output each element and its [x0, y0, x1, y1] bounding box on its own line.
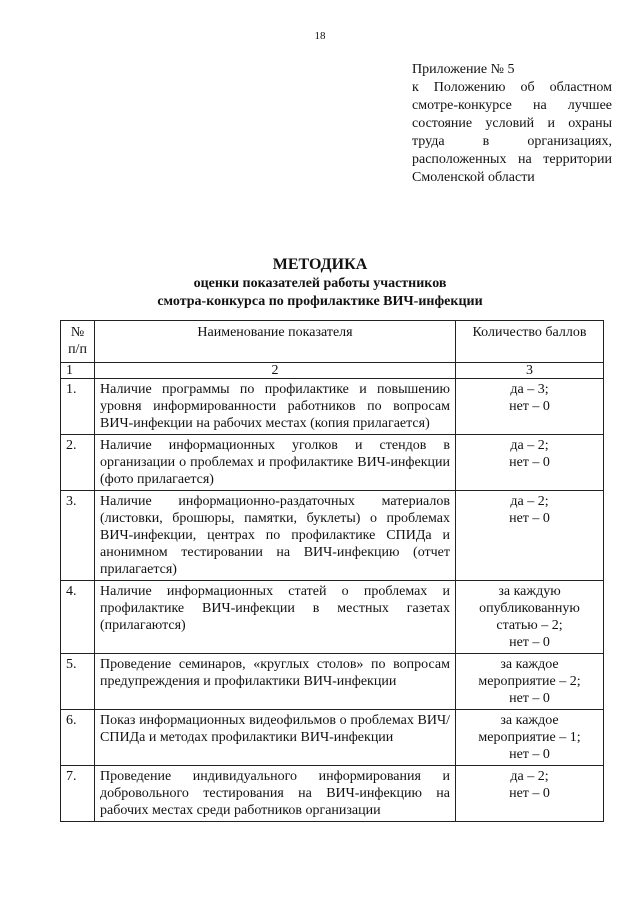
title-subtitle: оценки показателей работы участников — [193, 276, 447, 291]
appendix-note — [412, 61, 612, 187]
row-number: 4. — [61, 581, 95, 654]
row-number: 3. — [61, 491, 95, 581]
index-cell: 2 — [95, 363, 456, 379]
title-main: МЕТОДИКА — [272, 256, 368, 273]
criteria-table — [60, 320, 604, 822]
indicator-name: Наличие информационных статей о проблемах и профилактике ВИЧ-инфекции в местных газетах (прилагаются) — [95, 581, 456, 654]
page-number: 18 — [314, 30, 326, 42]
table-header-row — [61, 321, 604, 363]
score-cell — [456, 654, 604, 710]
score-line: статью – 2; — [496, 618, 563, 633]
indicator-name: Наличие информационно-раздаточных материалов (листовки, брошюры, памятки, буклеты) о проблемах ВИЧ-инфекции, центрах по профилактике СПИДа и анонимном тестировании на ВИЧ-инфекцию (отчет прилагается) — [95, 491, 456, 581]
score-line: за каждую — [498, 584, 561, 599]
score-line: нет – 0 — [509, 635, 550, 650]
row-number: 2. — [61, 435, 95, 491]
appendix-line: смотре-конкурсе на лучшее — [412, 98, 612, 113]
appendix-line: Приложение № 5 — [412, 62, 515, 77]
score-line: нет – 0 — [509, 786, 550, 801]
title-subtitle: смотра-конкурса по профилактике ВИЧ-инфекции — [157, 294, 483, 309]
indicator-name: Показ информационных видеофильмов о проблемах ВИЧ/СПИДа и методах профилактики ВИЧ-инфекции — [95, 710, 456, 766]
indicator-name: Проведение индивидуального информирования и добровольного тестирования на ВИЧ-инфекцию на рабочих местах среди работников организации — [95, 766, 456, 822]
indicator-name: Наличие информационных уголков и стендов в организации о проблемах и профилактике ВИЧ-инфекции (фото прилагается) — [95, 435, 456, 491]
appendix-line: состояние условий и охраны — [412, 116, 612, 131]
score-cell — [456, 491, 604, 581]
score-line: нет – 0 — [509, 399, 550, 414]
row-number: 7. — [61, 766, 95, 822]
score-line: да – 2; — [510, 438, 549, 453]
score-line: мероприятие – 2; — [478, 674, 581, 689]
score-cell — [456, 710, 604, 766]
row-number: 1. — [61, 379, 95, 435]
table-index-row — [61, 363, 604, 379]
score-line: за каждое — [500, 657, 559, 672]
score-line: да – 2; — [510, 769, 549, 784]
score-line: опубликованную — [479, 601, 580, 616]
appendix-line: Смоленской области — [412, 170, 535, 185]
score-cell — [456, 435, 604, 491]
appendix-line: к Положению об областном — [412, 80, 612, 95]
table-row — [61, 491, 604, 581]
table-row — [61, 435, 604, 491]
appendix-line: расположенных на территории — [412, 152, 612, 167]
column-header-name: Наименование показателя — [95, 321, 456, 363]
score-cell — [456, 379, 604, 435]
row-number: 5. — [61, 654, 95, 710]
document-title — [0, 255, 640, 311]
score-line: мероприятие – 1; — [478, 730, 581, 745]
score-line: да – 2; — [510, 494, 549, 509]
score-line: за каждое — [500, 713, 559, 728]
score-line: нет – 0 — [509, 455, 550, 470]
appendix-line: труда в организациях, — [412, 134, 612, 149]
table-row — [61, 581, 604, 654]
score-line: нет – 0 — [509, 511, 550, 526]
table-row — [61, 710, 604, 766]
row-number: 6. — [61, 710, 95, 766]
column-header-number: № п/п — [61, 321, 95, 363]
indicator-name: Наличие программы по профилактике и повышению уровня информированности работников по вопросам ВИЧ-инфекции на рабочих местах (копия прилагается) — [95, 379, 456, 435]
table-row — [61, 654, 604, 710]
score-cell — [456, 766, 604, 822]
table-row — [61, 379, 604, 435]
index-cell: 1 — [61, 363, 95, 379]
score-cell — [456, 581, 604, 654]
indicator-name: Проведение семинаров, «круглых столов» по вопросам предупреждения и профилактики ВИЧ-инфекции — [95, 654, 456, 710]
score-line: нет – 0 — [509, 691, 550, 706]
column-header-score: Количество баллов — [456, 321, 604, 363]
score-line: нет – 0 — [509, 747, 550, 762]
table-row — [61, 766, 604, 822]
score-line: да – 3; — [510, 382, 549, 397]
index-cell: 3 — [456, 363, 604, 379]
